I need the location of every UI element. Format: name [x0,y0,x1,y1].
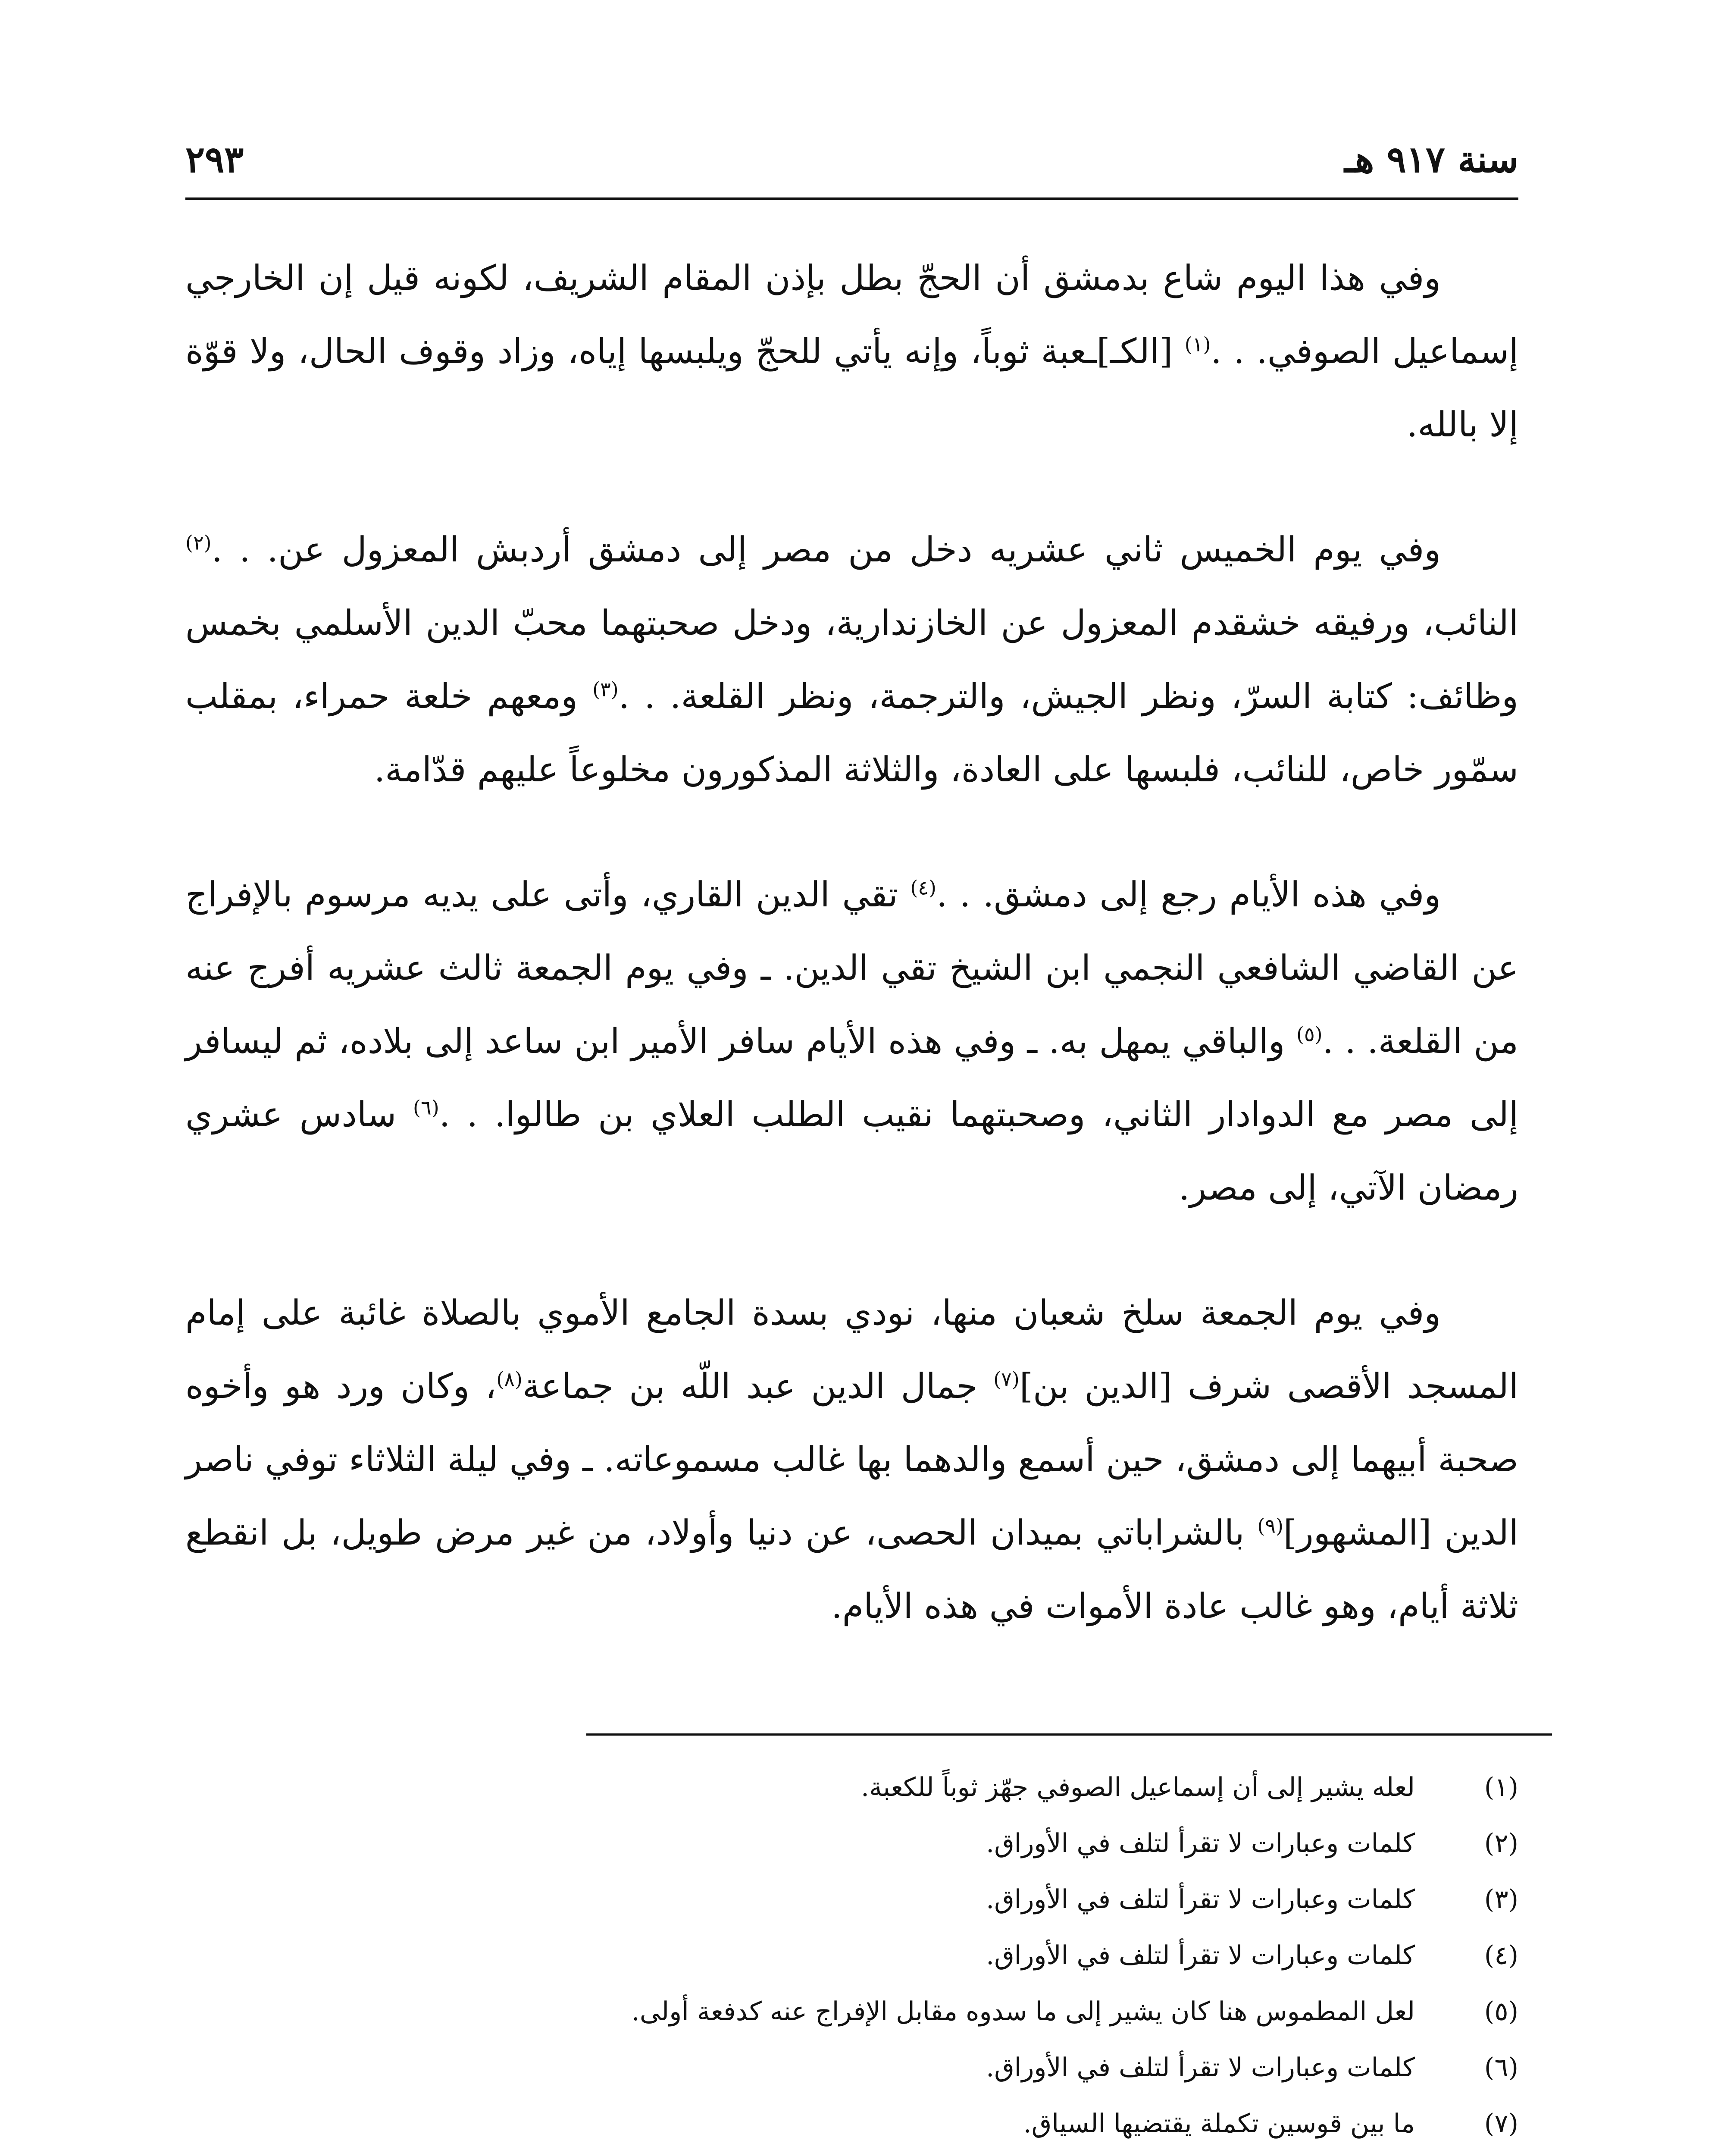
footnote-marker[interactable]: (٦) [413,1096,439,1119]
footnote [185,2152,1518,2156]
paragraph [185,241,1518,461]
page-number: ٢٩٣ [185,138,244,181]
footnote-text: كلمات وعبارات لا تقرأ لتلف في الأوراق. [986,1828,1415,1858]
footnote-number: (٢) [1484,1828,1518,1858]
footnote-marker[interactable]: (٢) [185,531,212,555]
footnote-number: (٥) [1484,1996,1518,2027]
paragraph [185,513,1518,806]
footnote-marker[interactable]: (٩) [1257,1514,1283,1538]
main-text [185,241,1518,1695]
footnote-number: (٣) [1484,1884,1518,1915]
paragraph-text: جمال الدين عبد اللّه بن جماعة [522,1366,994,1406]
footnote-marker[interactable]: (١) [1184,332,1211,356]
footnote-number: (٧) [1484,2109,1518,2139]
paragraph-text: والباقي يمهل به. ـ وفي هذه الأيام سافر الأمير ابن ساعد إلى بلاده، ثم ليسافر إلى مصر مع الدوادار الثاني، وصحبتهما نقيب الطلب العلاي بن طالوا. . . [185,1021,1518,1134]
footnote [185,1871,1518,1927]
paragraph-text: وفي يوم الخميس ثاني عشريه دخل من مصر إلى دمشق أردبش المعزول عن. . . [211,530,1441,570]
footnote-text: كلمات وعبارات لا تقرأ لتلف في الأوراق. [986,2053,1415,2083]
footnote-separator [586,1733,1552,1736]
paragraph-text: النائب، ورفيقه خشقدم المعزول عن الخازندارية، ودخل صحبتهما محبّ الدين الأسلمي بخمس وظائف: كتابة السرّ، ونظر الجيش، والترجمة، ونظر القلعة. . . [185,603,1519,716]
footnote [185,1815,1518,1871]
footnote-number: (٦) [1484,2053,1518,2083]
paragraph-text: بالشراباتي بميدان الحصى، عن دنيا وأولاد، من غير مرض طويل، بل انقطع ثلاثة أيام، وهو غالب عادة الأموات في هذه الأيام. [185,1513,1518,1626]
footnote-text: كلمات وعبارات لا تقرأ لتلف في الأوراق. [986,1884,1415,1915]
footnote-marker[interactable]: (٥) [1296,1022,1323,1046]
footnote [185,2096,1518,2152]
paragraph-text: تقي الدين القاري، وأتى على يديه مرسوم بالإفراج عن القاضي الشافعي النجمي ابن الشيخ تقي الدين. ـ وفي يوم الجمعة ثالث عشريه أفرج عنه من القلعة. . . [185,874,1518,1061]
footnote-text: لعله يشير إلى أن إسماعيل الصوفي جهّز ثوباً للكعبة. [861,1772,1415,1802]
page-header [185,129,1518,185]
running-title: سنة ٩١٧ هـ [1344,138,1518,181]
paragraph-text: وفي هذه الأيام رجع إلى دمشق. . . [936,874,1441,915]
paragraph-text: ومعهم خلعة حمراء، بمقلب سمّور خاص، للنائب، فلبسها على العادة، والثلاثة المذكورون مخلوعاً عليهم قدّامة. [185,676,1518,790]
footnote-marker[interactable]: (٧) [993,1367,1020,1391]
header-rule [185,197,1518,200]
footnote-text [185,2152,1415,2156]
paragraph-text: [الكـ]ـعبة ثوباً، وإنه يأتي للحجّ ويلبسها إياه، وزاد وقوف الحال، ولا قوّة إلا بالله. [185,331,1518,445]
paragraph-text: وفي هذا اليوم شاع بدمشق أن الحجّ بطل بإذن المقام الشريف، لكونه قيل إن الخارجي إسماعيل الصوفي. . . [185,258,1518,371]
footnote-marker[interactable]: (٨) [496,1367,523,1391]
footnote [185,1759,1518,1815]
footnote-marker[interactable]: (٤) [910,876,936,899]
paragraph-text: سادس عشري رمضان الآتي، إلى مصر. [185,1094,1518,1208]
paragraph [185,858,1518,1225]
footnote-number [1415,2152,1518,2156]
footnote-text: كلمات وعبارات لا تقرأ لتلف في الأوراق. [986,1940,1415,1971]
paragraph [185,1276,1518,1643]
footnote-marker[interactable]: (٣) [592,677,619,701]
footnote-number: (١) [1484,1772,1518,1802]
footnote-text: ما بين قوسين تكملة يقتضيها السياق. [1023,2109,1415,2139]
paragraph-text: ، وكان ورد هو وأخوه صحبة أبيهما إلى دمشق، حين أسمع والدهما بها غالب مسموعاته. ـ وفي ليلة الثلاثاء توفي ناصر الدين [المشهور] [185,1366,1519,1553]
footnote-number: (٤) [1484,1940,1518,1971]
footnote [185,2040,1518,2096]
paragraph-text: وفي يوم الجمعة سلخ شعبان منها، نودي بسدة الجامع الأموي بالصلاة غائبة على إمام المسجد الأقصى شرف [الدين بن] [185,1293,1519,1406]
footnotes-list [185,1759,1518,2156]
footnote [185,1927,1518,1984]
footnote-text: لعل المطموس هنا كان يشير إلى ما سدوه مقابل الإفراج عنه كدفعة أولى. [631,1996,1415,2027]
footnote [185,1984,1518,2040]
